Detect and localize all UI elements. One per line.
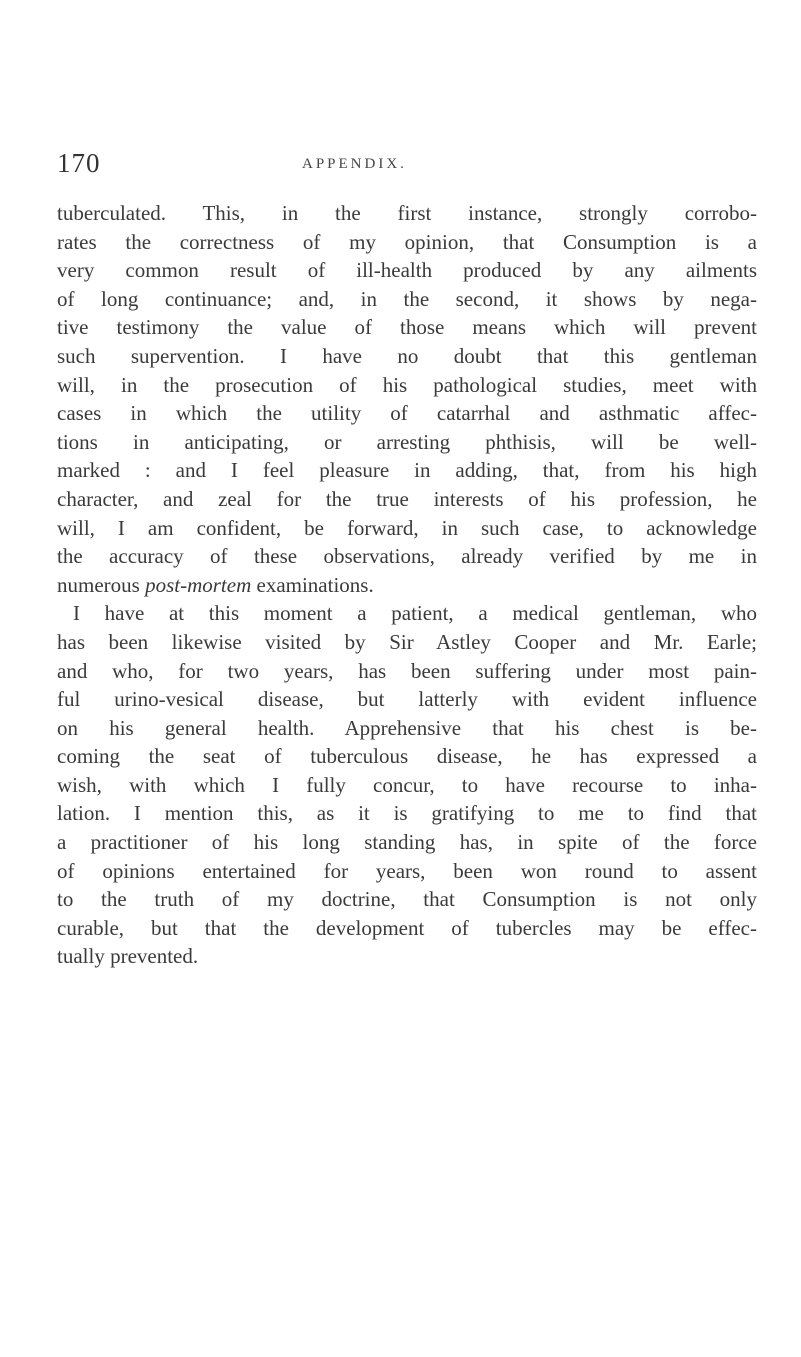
running-head — [57, 148, 757, 178]
text-line: marked : and I feel pleasure in adding, that, from his high — [57, 458, 757, 483]
body-text — [57, 199, 757, 971]
paragraph-1 — [57, 199, 757, 599]
text-line: curable, but that the development of tubercles may be effec- — [57, 915, 757, 940]
text-line: will, in the prosecution of his pathological studies, meet with — [57, 372, 757, 397]
text-line: tive testimony the value of those means which will prevent — [57, 315, 757, 340]
text-line: coming the seat of tuberculous disease, he has expressed a — [57, 744, 757, 769]
text-line: a practitioner of his long standing has, in spite of the force — [57, 830, 757, 855]
text-line: character, and zeal for the true interests of his profession, he — [57, 486, 757, 511]
text-line-final — [57, 571, 757, 600]
text-line: very common result of ill-health produced by any ailments — [57, 258, 757, 283]
text-line: lation. I mention this, as it is gratifying to me to find that — [57, 801, 757, 826]
text-line: such supervention. I have no doubt that this gentleman — [57, 343, 757, 368]
text-fragment: numerous — [57, 572, 146, 597]
paragraph-2 — [57, 599, 757, 971]
text-line: I have at this moment a patient, a medical gentleman, who — [73, 601, 757, 626]
text-line: the accuracy of these observations, already verified by me in — [57, 544, 757, 569]
text-line: cases in which the utility of catarrhal and asthmatic affec- — [57, 401, 757, 426]
text-line: to the truth of my doctrine, that Consumption is not only — [57, 887, 757, 912]
text-line: of long continuance; and, in the second, it shows by nega- — [57, 286, 757, 311]
text-line: has been likewise visited by Sir Astley Cooper and Mr. Earle; — [57, 629, 757, 654]
italic-phrase: post-mortem — [145, 572, 252, 597]
text-line: wish, with which I fully concur, to have recourse to inha- — [57, 772, 757, 797]
text-fragment: examinations. — [251, 572, 374, 597]
text-line: will, I am confident, be forward, in such case, to acknowledge — [57, 515, 757, 540]
text-line: rates the correctness of my opinion, that Consumption is a — [57, 229, 757, 254]
text-line: tually prevented. — [57, 944, 199, 969]
text-line: ful urino-vesical disease, but latterly with evident influence — [57, 687, 757, 712]
text-line: on his general health. Apprehensive that his chest is be- — [57, 715, 757, 740]
page-number: 170 — [57, 148, 101, 178]
text-line: tions in anticipating, or arresting phthisis, will be well- — [57, 429, 757, 454]
text-line: of opinions entertained for years, been won round to assent — [57, 858, 757, 883]
running-title: APPENDIX. — [302, 156, 407, 172]
text-line: tuberculated. This, in the first instance, strongly corrobo- — [57, 201, 757, 225]
text-line: and who, for two years, has been suffering under most pain- — [57, 658, 757, 683]
